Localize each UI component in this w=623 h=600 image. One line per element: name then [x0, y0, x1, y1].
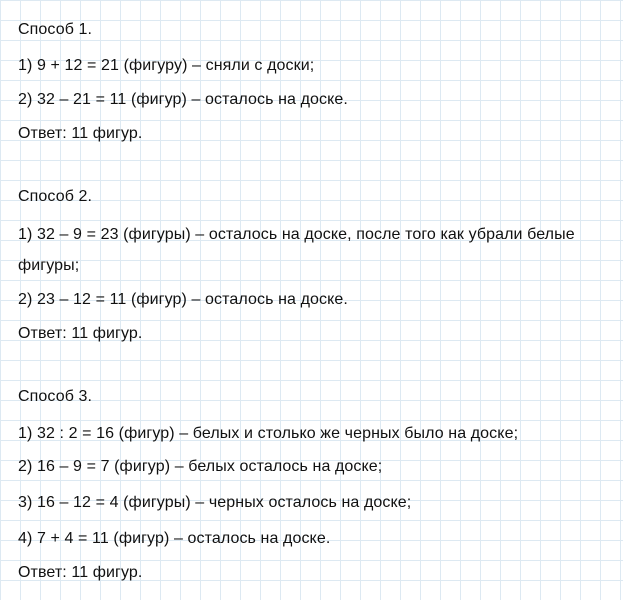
method-3-step-1: 1) 32 : 2 = 16 (фигур) – белых и столько же черных было на доске; — [18, 425, 519, 442]
method-2-step-1-continued: фигуры; — [18, 257, 80, 274]
method-3-step-4: 4) 7 + 4 = 11 (фигур) – осталось на доске. — [18, 530, 331, 547]
method-2-step-1: 1) 32 – 9 = 23 (фигуры) – осталось на доске, после того как убрали белые — [18, 226, 575, 243]
method-3-step-2: 2) 16 – 9 = 7 (фигур) – белых осталось на доске; — [18, 458, 383, 475]
method-3-answer: Ответ: 11 фигур. — [18, 564, 143, 581]
method-2-step-2: 2) 23 – 12 = 11 (фигур) – осталось на доске. — [18, 291, 348, 308]
method-3-step-3: 3) 16 – 12 = 4 (фигуры) – черных осталось на доске; — [18, 494, 412, 511]
method-1-step-2: 2) 32 – 21 = 11 (фигур) – осталось на доске. — [18, 91, 348, 108]
method-3-title: Способ 3. — [18, 388, 93, 405]
method-1-answer: Ответ: 11 фигур. — [18, 125, 143, 142]
method-1-title: Способ 1. — [18, 21, 93, 38]
method-1-step-1: 1) 9 + 12 = 21 (фигуру) – сняли с доски; — [18, 57, 315, 74]
method-2-answer: Ответ: 11 фигур. — [18, 325, 143, 342]
method-2-title: Способ 2. — [18, 188, 93, 205]
